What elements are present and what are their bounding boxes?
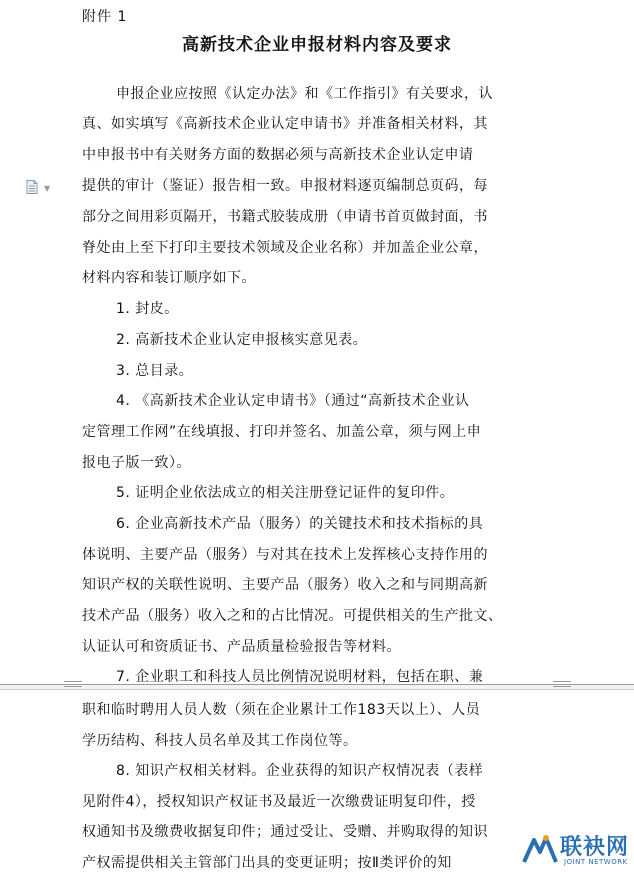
text-line: 脊处由上至下打印主要技术领域及企业名称）并加盖企业公章， [82,240,488,256]
text-line: 报电子版一致）。 [82,455,191,471]
text-line: 部分之间用彩页隔开，书籍式胶装成册（申请书首页做封面，书 [82,209,488,225]
text-line: 产权需提供相关主管部门出具的变更证明；按Ⅱ类评价的知 [82,855,452,871]
text-line: 材料内容和装订顺序如下。 [82,270,256,286]
document-title: 高新技术企业申报材料内容及要求 [182,35,452,55]
watermark-logo [520,828,632,872]
text-line: 中申报书中有关财务方面的数据必须与高新技术企业认定申请 [82,147,474,163]
text-line: 定管理工作网”在线填报、打印并签名、加盖公章，须与网上申 [82,424,482,440]
text-line: 真、如实填写《高新技术企业认定申请书》并准备相关材料，其 [82,116,488,132]
text-line: 见附件4），授权知识产权证书及最近一次缴费证明复印件，授 [82,794,476,810]
text-line: 6. 企业高新技术产品（服务）的关键技术和技术指标的具 [116,516,484,532]
watermark-emblem-icon [520,832,560,868]
text-line: 体说明、主要产品（服务）与对其在技术上发挥核心支持作用的 [82,547,488,563]
text-line: 学历结构、科技人员名单及其工作岗位等。 [82,733,358,749]
watermark-subtext: JOINT NETWORK [564,858,628,866]
text-line: 5. 证明企业依法成立的相关注册登记证件的复印件。 [116,485,455,501]
chevron-down-icon[interactable]: ▼ [44,184,51,193]
annex-label: 附件 1 [82,9,128,25]
text-line: 知识产权的关联性说明、主要产品（服务）收入之和与同期高新 [82,577,488,593]
text-line: 申报企业应按照《认定办法》和《工作指引》有关要求，认 [116,86,493,102]
page-break-marker-left [64,681,82,687]
page-break-marker-right [553,681,571,687]
text-line: 2. 高新技术企业认定申报核实意见表。 [116,332,368,348]
text-line: 3. 总目录。 [116,363,194,379]
document-icon[interactable] [26,180,38,194]
text-line: 7. 企业职工和科技人员比例情况说明材料，包括在职、兼 [116,669,484,685]
text-line: 提供的审计（鉴证）报告相一致。申报材料逐页编制总页码，每 [82,178,488,194]
text-line: 权通知书及缴费收据复印件；通过受让、受赠、并购取得的知识 [82,824,488,840]
watermark-text: 联袂网 [560,835,630,860]
text-line: 职和临时聘用人员人数（须在企业累计工作183天以上）、人员 [82,702,481,718]
text-line: 4. 《高新技术企业认定申请书》（通过“高新技术企业认 [116,393,470,409]
text-line: 1. 封皮。 [116,301,179,317]
text-line: 技术产品（服务）收入之和的占比情况。可提供相关的生产批文、 [82,608,503,624]
text-line: 认证认可和资质证书、产品质量检验报告等材料。 [82,639,401,655]
text-line: 8. 知识产权相关材料。企业获得的知识产权情况表（表样 [116,763,484,779]
